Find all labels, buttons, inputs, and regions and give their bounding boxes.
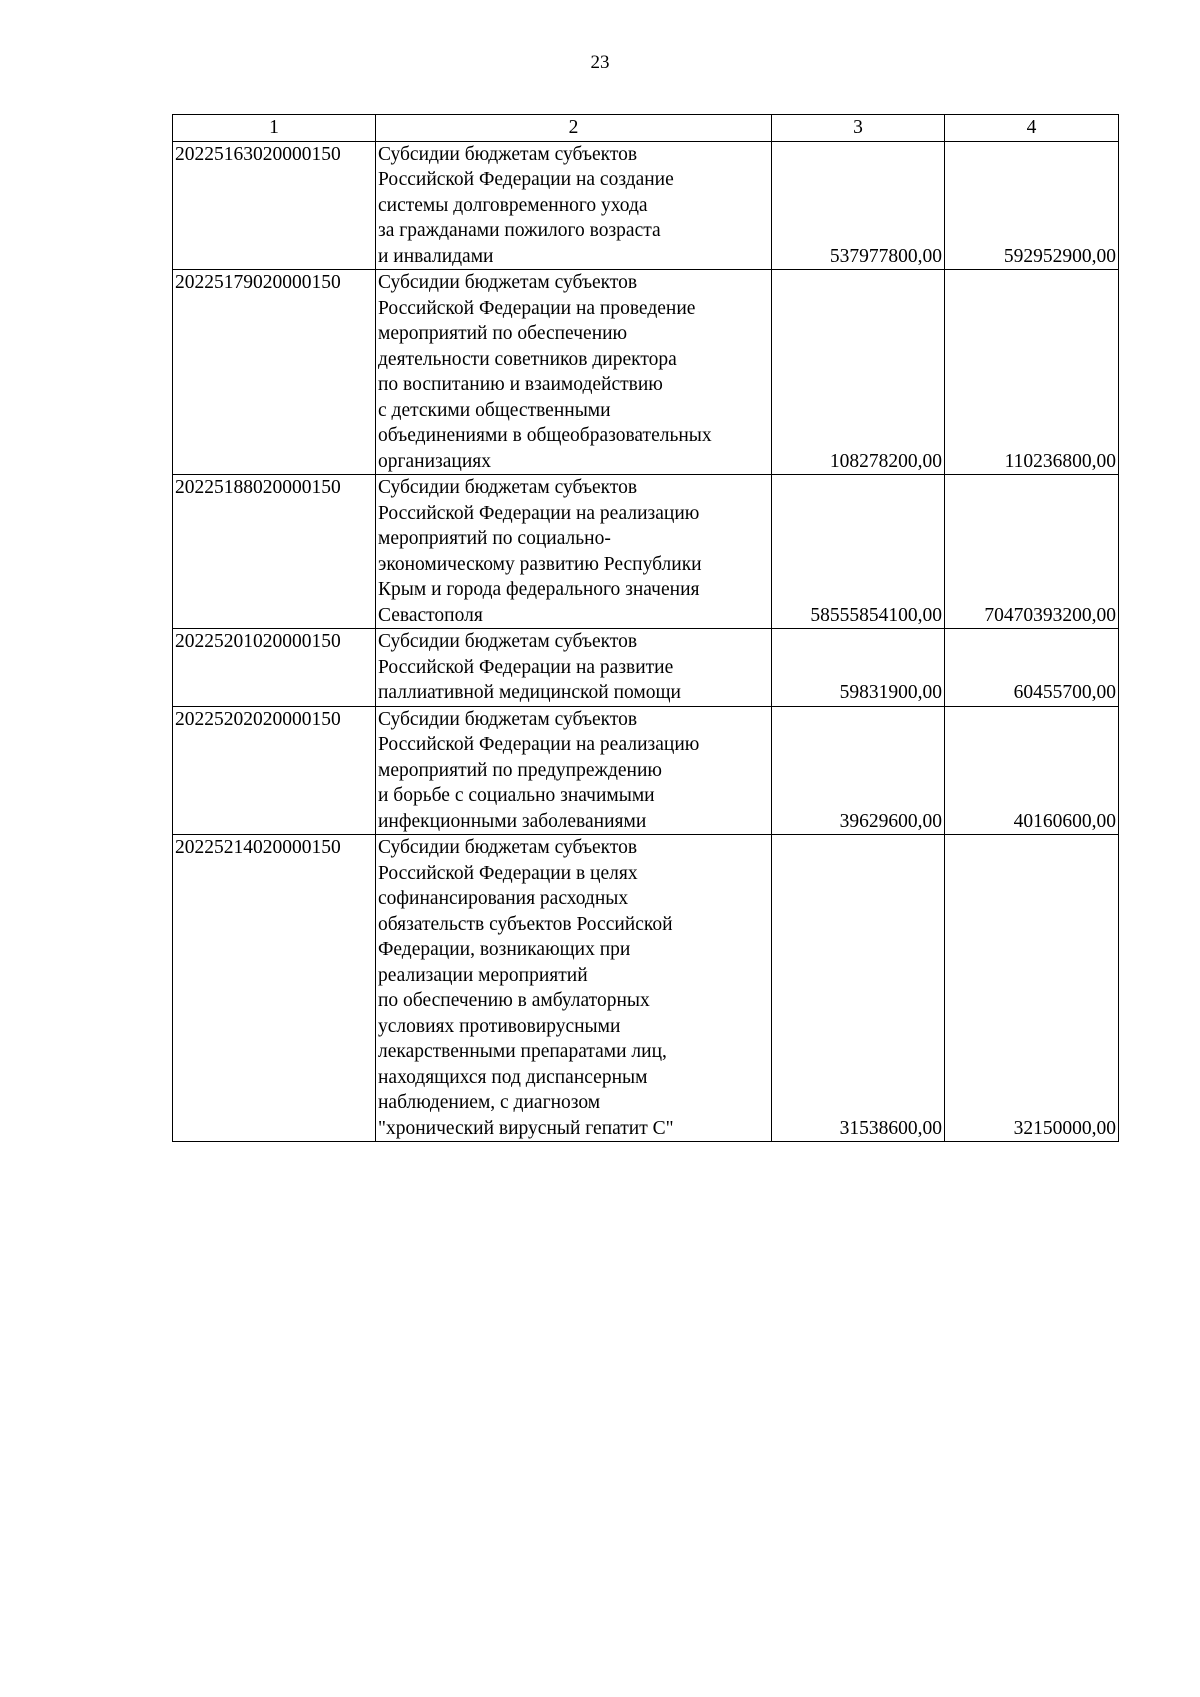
amount-col3: 537977800,00	[772, 141, 945, 270]
table-row	[173, 835, 1119, 1142]
income-code: 20225163020000150	[173, 141, 376, 270]
table-row	[173, 270, 1119, 475]
income-name: Субсидии бюджетам субъектов Российской Федерации в целях софинансирования расходных обязательств субъектов Российской Федерации, возникающих при реализации мероприятий по обеспечению в амбулаторных условиях противовирусными лекарственными препаратами лиц, находящихся под диспансерным наблюдением, с диагнозом "хронический вирусный гепатит С"	[376, 835, 772, 1142]
income-code: 20225179020000150	[173, 270, 376, 475]
table-row	[173, 629, 1119, 707]
income-name: Субсидии бюджетам субъектов Российской Федерации на реализацию мероприятий по социально- экономическому развитию Республики Крым и города федерального значения Севастополя	[376, 475, 772, 629]
column-header-4: 4	[945, 115, 1119, 142]
amount-col4: 110236800,00	[945, 270, 1119, 475]
table-row	[173, 706, 1119, 835]
income-name: Субсидии бюджетам субъектов Российской Федерации на реализацию мероприятий по предупреждению и борьбе с социально значимыми инфекционными заболеваниями	[376, 706, 772, 835]
amount-col3: 59831900,00	[772, 629, 945, 707]
amount-col4: 40160600,00	[945, 706, 1119, 835]
income-code: 20225201020000150	[173, 629, 376, 707]
column-header-2: 2	[376, 115, 772, 142]
income-code: 20225188020000150	[173, 475, 376, 629]
amount-col4: 592952900,00	[945, 141, 1119, 270]
income-code: 20225202020000150	[173, 706, 376, 835]
table-row	[173, 141, 1119, 270]
income-name: Субсидии бюджетам субъектов Российской Федерации на создание системы долговременного ухода за гражданами пожилого возраста и инвалидами	[376, 141, 772, 270]
column-header-3: 3	[772, 115, 945, 142]
amount-col3: 39629600,00	[772, 706, 945, 835]
income-name: Субсидии бюджетам субъектов Российской Федерации на проведение мероприятий по обеспечению деятельности советников директора по воспитанию и взаимодействию с детскими общественными объединениями в общеобразовательных организациях	[376, 270, 772, 475]
amount-col4: 60455700,00	[945, 629, 1119, 707]
amount-col4: 32150000,00	[945, 835, 1119, 1142]
amount-col3: 58555854100,00	[772, 475, 945, 629]
amount-col3: 108278200,00	[772, 270, 945, 475]
income-name: Субсидии бюджетам субъектов Российской Федерации на развитие паллиативной медицинской помощи	[376, 629, 772, 707]
column-header-1: 1	[173, 115, 376, 142]
page-number: 23	[590, 52, 610, 73]
income-code: 20225214020000150	[173, 835, 376, 1142]
table-row	[173, 475, 1119, 629]
amount-col3: 31538600,00	[772, 835, 945, 1142]
amount-col4: 70470393200,00	[945, 475, 1119, 629]
budget-table	[172, 114, 1119, 1142]
header-row	[173, 115, 1119, 142]
